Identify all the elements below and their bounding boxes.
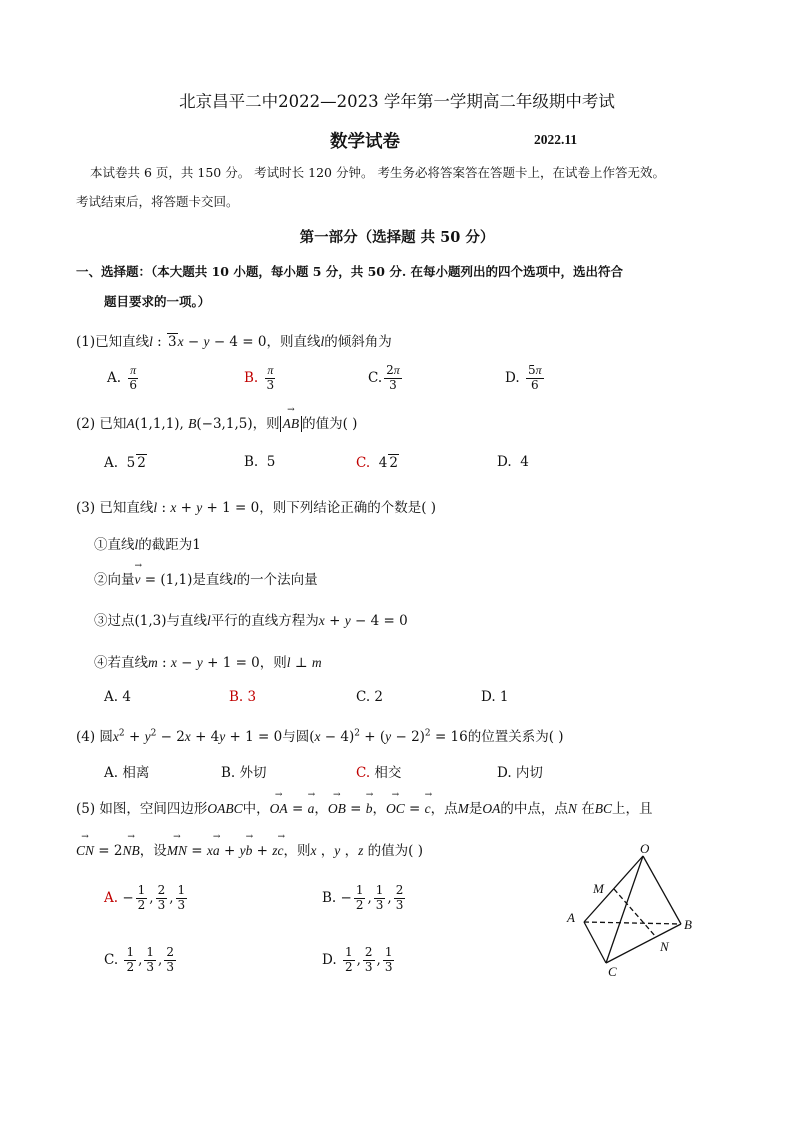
exam-date: 2022.11	[534, 132, 578, 147]
question-4: (4) 圆$x^2 + y^2 - 2x + 4y + 1 = 0$与圆$(x - 4)^2 + (y - 2)^2 = 16$的位置关系为( )	[76, 728, 564, 745]
q2-option-c[interactable]: C. 4 2	[356, 455, 398, 471]
label-c: C	[608, 964, 617, 978]
label-a: A	[567, 910, 575, 925]
q3-option-c[interactable]: C. 2	[356, 689, 384, 705]
q5-option-c[interactable]: C. $\frac{1}{2}$ , $\frac{1}{3}$ , $\frac{2}{3}$	[104, 945, 174, 974]
label-n: N	[660, 939, 669, 954]
question-5-line-1: (5) 如图，空间四边形OABC中，→ OA = → a，→ OB = → b，→ OC = → c，点M是OA的中点，点N 在BC上，且	[76, 797, 652, 817]
exam-title: 北京昌平二中2022—2023 学年第一学期高二年级期中考试	[179, 92, 615, 111]
q1-option-a[interactable]: A. $\frac{\pi}{6}$	[107, 363, 137, 392]
q1-option-b[interactable]: B. $\frac{\pi}{3}$	[244, 363, 275, 392]
q2-option-b[interactable]: B. 5	[244, 454, 276, 470]
q4-option-d[interactable]: D. 内切	[497, 765, 543, 781]
segment-mn	[614, 889, 656, 937]
q3-statement-1: ①直线l的截距为1	[94, 537, 201, 553]
edge-ac	[584, 922, 606, 963]
q5-option-d[interactable]: D. $\frac{1}{2}$ , $\frac{2}{3}$ , $\frac{1}{3}$	[322, 945, 393, 974]
q5-option-b[interactable]: B. − $\frac{1}{2}$ , $\frac{1}{3}$ , $\frac{2}{3}$	[322, 883, 404, 912]
q3-option-a[interactable]: A. 4	[104, 689, 131, 705]
q3-statement-4: ④若直线m : x − y + 1 = 0，则l ⊥ m	[94, 655, 322, 671]
q4-option-c[interactable]: C. 相交	[356, 765, 402, 781]
q4-option-b[interactable]: B. 外切	[221, 765, 267, 781]
intro-line-1: 本试卷共 6 页，共 150 分。 考试时长 120 分钟。 考生务必将答案答在答题卡上，在试卷上作答无效。	[90, 165, 665, 180]
label-o: O	[640, 842, 650, 856]
part-title: 第一部分（选择题 共 50 分）	[299, 229, 495, 246]
question-2: (2) 已知A(1,1,1), B(−3,1,5)，则→ AB 的值为( )	[76, 412, 357, 432]
q4-option-a[interactable]: A. 相离	[104, 765, 150, 781]
edge-ab-hidden	[584, 922, 681, 924]
q1-option-d[interactable]: D. $\frac{5\pi}{6}$	[505, 363, 542, 392]
question-5-line-2: → CN = 2→ NB，设→ MN = x→ a + y→ b + z→ c，则x ，y ，z 的值为( )	[76, 839, 423, 859]
edge-ob	[643, 856, 681, 924]
q3-statement-3: ③过点(1,3)与直线l平行的直线方程为x + y − 4 = 0	[94, 613, 408, 629]
intro-line-2: 考试结束后，将答题卡交回。	[76, 194, 239, 209]
label-m: M	[593, 881, 604, 896]
section-instructions-1: 一、选择题：（本大题共 10 小题，每小题 5 分，共 50 分. 在每小题列出的四个选项中，选出符合	[76, 264, 624, 279]
question-1: (1)已知直线l : 3x − y − 4 = 0，则直线l的倾斜角为	[76, 334, 392, 350]
section-instructions-2: 题目要求的一项。）	[104, 294, 211, 309]
q3-statement-2: ②向量→ v = (1,1)是直线l的一个法向量	[94, 568, 318, 588]
question-3: (3) 已知直线l : x + y + 1 = 0，则下列结论正确的个数是( )	[76, 500, 437, 516]
q3-option-b[interactable]: B. 3	[229, 689, 257, 705]
label-b: B	[684, 917, 692, 932]
q2-option-a[interactable]: A. 5 2	[104, 455, 146, 471]
q5-option-a[interactable]: A. − $\frac{1}{2}$ , $\frac{2}{3}$ , $\frac{1}{3}$	[104, 883, 186, 912]
q1-option-c[interactable]: C. $\frac{2\pi}{3}$	[368, 363, 400, 392]
q2-option-d[interactable]: D. 4	[497, 454, 529, 470]
q3-option-d[interactable]: D. 1	[481, 689, 509, 705]
tetrahedron-figure	[560, 842, 710, 978]
exam-subtitle: 数学试卷	[330, 132, 400, 152]
